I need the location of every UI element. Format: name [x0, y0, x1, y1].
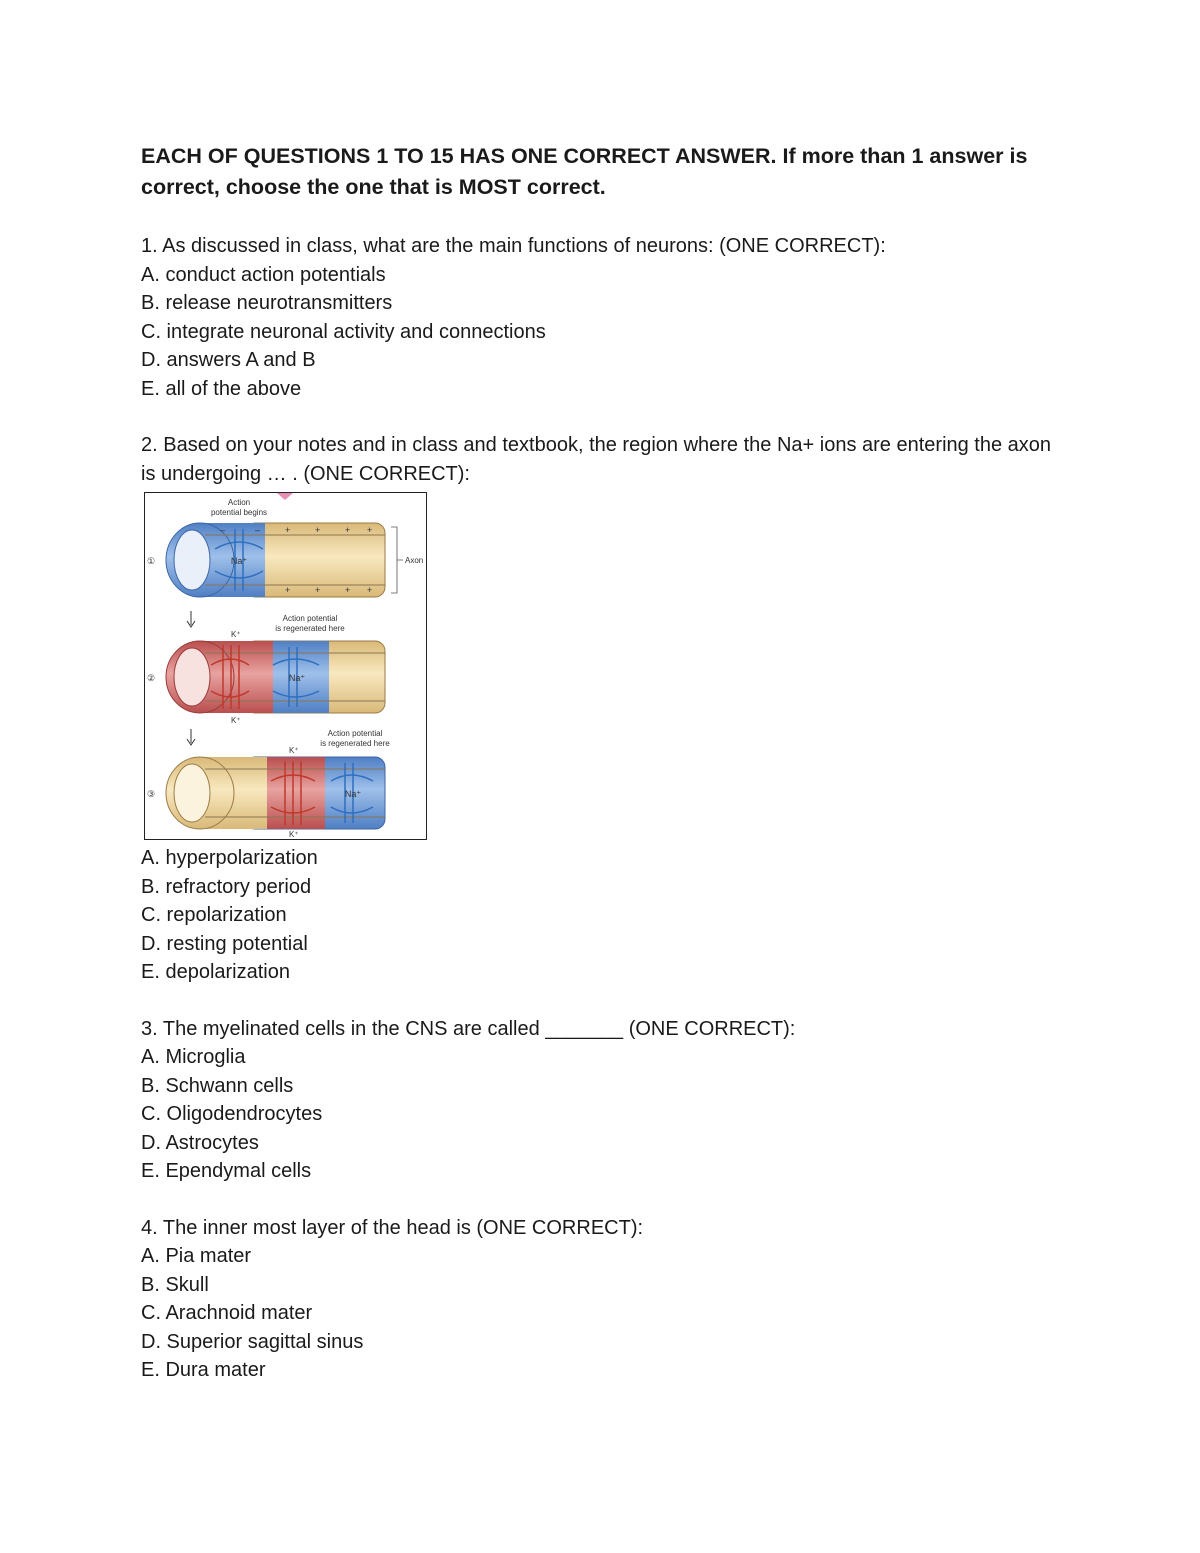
label-regen: is regenerated here	[275, 624, 345, 633]
answer-option: A. Microglia	[141, 1046, 246, 1068]
answer-options	[141, 1043, 1061, 1186]
instructions-heading: EACH OF QUESTIONS 1 TO 15 HAS ONE CORRECT ANSWER. If more than 1 answer is correct, choose the one that is MOST correct.	[141, 144, 1028, 199]
sign: +	[315, 525, 321, 535]
action-potential-figure	[144, 492, 427, 840]
answer-option: D. answers A and B	[141, 349, 316, 371]
label-k: K⁺	[289, 830, 299, 838]
question-text: 1. As discussed in class, what are the main functions of neurons: (ONE CORRECT):	[141, 235, 886, 257]
question-text: 4. The inner most layer of the head is (ONE CORRECT):	[141, 1216, 644, 1239]
label-regen: is regenerated here	[320, 739, 390, 748]
label-k: K⁺	[289, 746, 299, 755]
sign: +	[285, 525, 291, 535]
answer-option: B. release neurotransmitters	[141, 292, 393, 314]
answer-option: E. depolarization	[141, 961, 290, 983]
answer-option: D. resting potential	[141, 932, 308, 955]
answer-option: D. Astrocytes	[141, 1131, 259, 1154]
label-regen: Action potential	[327, 729, 383, 738]
label-regen: Action potential	[282, 614, 338, 623]
step-2-marker: ②	[147, 673, 156, 683]
label-action-begins: Action	[227, 498, 251, 507]
sign: +	[367, 525, 373, 535]
question-3	[141, 1015, 1061, 1186]
answer-option: C. Arachnoid mater	[141, 1302, 313, 1324]
label-action-begins: potential begins	[210, 508, 268, 517]
answer-option: B. refractory period	[141, 875, 312, 898]
label-na: Na⁺	[230, 556, 248, 566]
answer-option: C. repolarization	[141, 904, 287, 926]
answer-option: A. hyperpolarization	[141, 847, 318, 869]
step-1-marker: ①	[147, 556, 156, 566]
question-text: 2. Based on your notes and in class and textbook, the region where the Na+ ions are entering the axon is undergoing … . (ONE CORRECT):	[141, 434, 1052, 485]
arrow-down-icon	[187, 611, 195, 627]
answer-option: B. Schwann cells	[141, 1074, 294, 1097]
sign: +	[345, 525, 351, 535]
label-na: Na⁺	[288, 673, 306, 683]
answer-option: A. conduct action potentials	[141, 263, 386, 286]
answer-option: D. Superior sagittal sinus	[141, 1330, 364, 1353]
answer-option: B. Skull	[141, 1273, 209, 1296]
answer-option: C. integrate neuronal activity and connections	[141, 320, 546, 343]
axon-row-1	[166, 523, 385, 597]
document-page	[141, 141, 1061, 1413]
answer-option: E. Dura mater	[141, 1359, 266, 1381]
sign: +	[285, 585, 291, 595]
answer-options	[141, 1242, 1061, 1385]
step-3-marker: ③	[147, 789, 156, 799]
answer-option: E. Ependymal cells	[141, 1160, 312, 1182]
question-4	[141, 1214, 1061, 1385]
question-2	[141, 431, 1061, 987]
question-1	[141, 232, 1061, 403]
label-k: K⁺	[231, 716, 241, 725]
label-axon: Axon	[405, 556, 424, 565]
sign: +	[367, 585, 373, 595]
pink-marker-icon	[277, 493, 293, 500]
sign: +	[345, 585, 351, 595]
question-text: 3. The myelinated cells in the CNS are called _______ (ONE CORRECT):	[141, 1017, 796, 1040]
answer-option: A. Pia mater	[141, 1245, 252, 1267]
sign: –	[255, 525, 261, 535]
answer-option: C. Oligodendrocytes	[141, 1103, 323, 1125]
axon-bracket	[391, 527, 403, 593]
axon-diagram	[145, 493, 425, 838]
arrow-down-icon	[187, 729, 195, 745]
answer-option: E. all of the above	[141, 377, 302, 400]
sign: +	[315, 585, 321, 595]
answer-options	[141, 844, 1061, 987]
axon-row-2	[166, 641, 385, 713]
label-na: Na⁺	[344, 789, 362, 799]
sign: –	[220, 525, 226, 535]
answer-options	[141, 261, 1061, 404]
label-k: K⁺	[231, 630, 241, 639]
